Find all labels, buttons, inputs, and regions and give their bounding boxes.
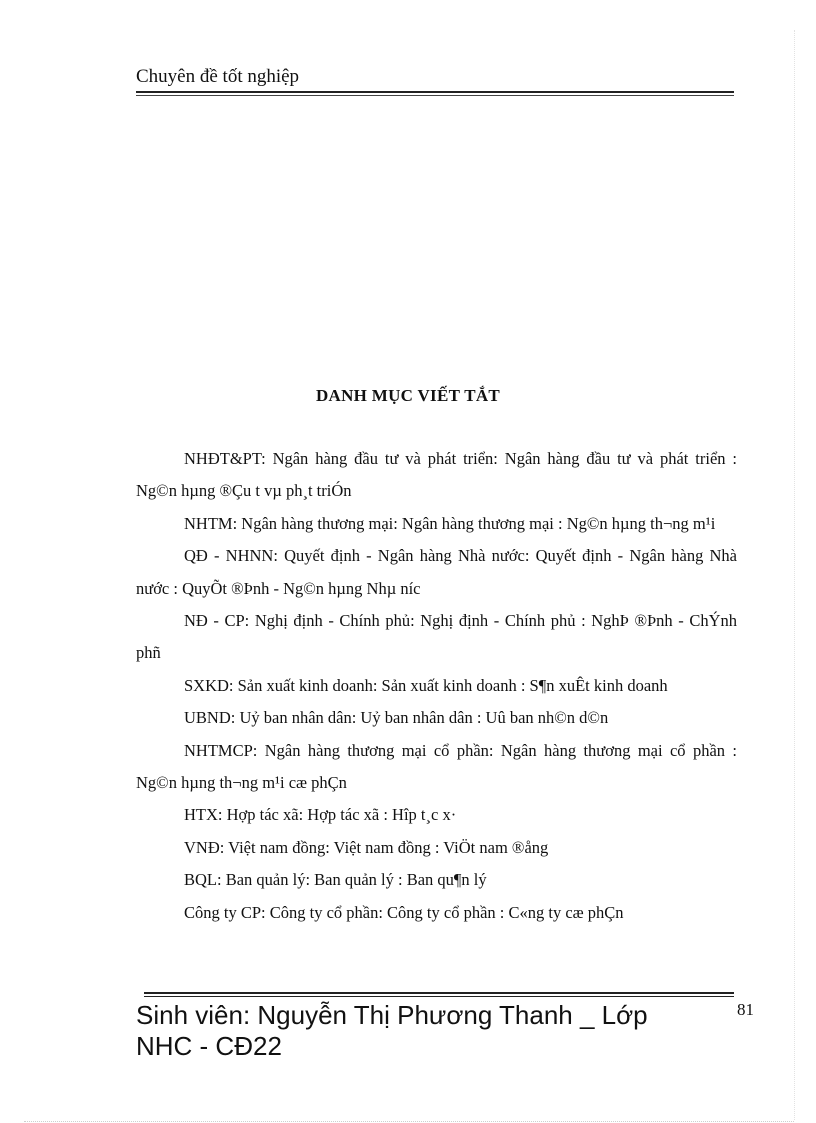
list-item: BQL: Ban quản lý: Ban quản lý : Ban qu¶n lý	[184, 870, 487, 890]
list-item: Công ty CP: Công ty cổ phần: Công ty cổ phần : C«ng ty cæ phÇn	[184, 902, 624, 922]
header-rule-bottom	[136, 95, 734, 96]
list-item: SXKD: Sản xuất kinh doanh: Sản xuất kinh doanh : S¶n xuÊt kinh doanh	[184, 675, 668, 695]
page-edge-right	[794, 30, 795, 1120]
footer-rule-top	[144, 992, 734, 994]
list-item: VNĐ: Việt nam đồng: Việt nam đồng : ViÖt nam ®ång	[184, 837, 549, 857]
footer-rule-bottom	[144, 996, 734, 997]
list-item: NĐ - CP: Nghị định - Chính phủ: Nghị định - Chính phủ : NghÞ ®Þnh - ChÝnh phñ	[136, 611, 737, 663]
page-edge-bottom	[24, 1121, 794, 1122]
page-number: 81	[737, 1000, 754, 1019]
footer-student-info: Sinh viên: Nguyễn Thị Phương Thanh _ Lớp NHC - CĐ22	[136, 1000, 648, 1061]
list-item: NHTMCP: Ngân hàng thương mại cổ phần: Ngân hàng thương mại cổ phần : Ng©n hµng th¬ng m¹i cæ phÇn	[136, 740, 737, 793]
header-rule-top	[136, 91, 734, 93]
abbreviation-list	[136, 443, 737, 929]
list-item: UBND: Uỷ ban nhân dân: Uỷ ban nhân dân : Uû ban nh©n d©n	[184, 708, 609, 728]
list-item: NHTM: Ngân hàng thương mại: Ngân hàng thương mại : Ng©n hµng th¬ng m¹i	[184, 513, 716, 533]
header-title: Chuyên đề tốt nghiệp	[136, 66, 300, 87]
list-item: QĐ - NHNN: Quyết định - Ngân hàng Nhà nước: Quyết định - Ngân hàng Nhà nước : QuyÕt ®Þnh - Ng©n hµng Nhµ níc	[136, 546, 737, 598]
list-item: HTX: Hợp tác xã: Hợp tác xã : Hîp t¸c x·	[184, 805, 457, 825]
list-item: NHĐT&PT: Ngân hàng đầu tư và phát triển: Ngân hàng đầu tư và phát triển : Ng©n hµng ®Çu t vµ ph¸t triÓn	[136, 449, 737, 501]
section-title: DANH MỤC VIẾT TẮT	[315, 386, 501, 405]
